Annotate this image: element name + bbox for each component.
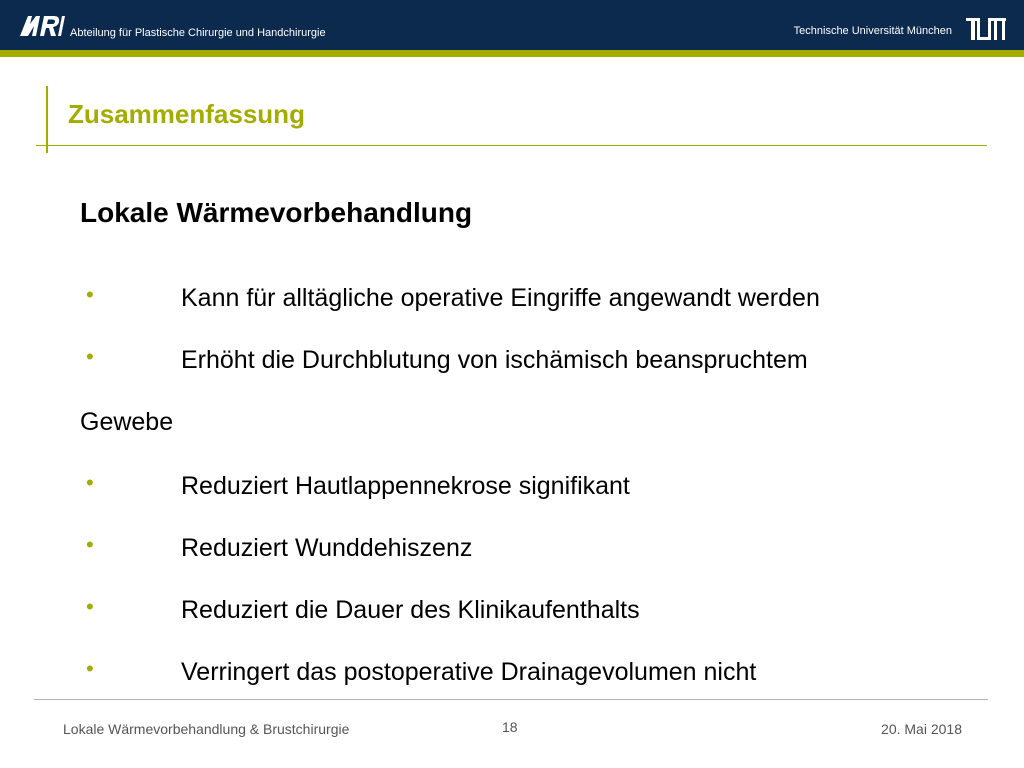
- bullet-icon: •: [86, 532, 94, 557]
- bullet-icon: •: [86, 594, 94, 619]
- bullet-text: Reduziert die Dauer des Klinikaufenthalts: [181, 596, 640, 624]
- section-divider-vertical: [46, 86, 48, 153]
- bullet-icon: •: [86, 344, 94, 369]
- footer-date: 20. Mai 2018: [881, 721, 962, 737]
- section-divider-horizontal: [36, 145, 987, 146]
- mri-logo-icon: [18, 10, 66, 40]
- bullet-icon: •: [86, 656, 94, 681]
- university-name: Technische Universität München: [793, 25, 952, 37]
- bullet-text: Reduziert Wunddehiszenz: [181, 534, 473, 562]
- footer-divider: [34, 699, 988, 700]
- footer-title: Lokale Wärmevorbehandlung & Brustchirurgie: [63, 721, 350, 737]
- content-title: Lokale Wärmevorbehandlung: [80, 197, 473, 228]
- header-bar: [0, 0, 1024, 50]
- bullet-text: Verringert das postoperative Drainagevolumen nicht: [181, 658, 757, 686]
- section-title: Zusammenfassung: [68, 99, 305, 129]
- bullet-text: Reduziert Hautlappennekrose signifikant: [181, 472, 630, 500]
- department-name: Abteilung für Plastische Chirurgie und Handchirurgie: [70, 27, 326, 39]
- bullet-icon: •: [86, 282, 94, 307]
- tum-logo-icon: [966, 18, 1006, 40]
- bullet-text: Kann für alltägliche operative Eingriffe angewandt werden: [181, 284, 820, 312]
- bullet-text: Erhöht die Durchblutung von ischämisch beanspruchtem: [181, 346, 808, 374]
- bullet-icon: •: [86, 470, 94, 495]
- bullet-continuation: Gewebe: [80, 408, 174, 436]
- page-number: 18: [502, 719, 518, 735]
- header-accent-stripe: [0, 50, 1024, 57]
